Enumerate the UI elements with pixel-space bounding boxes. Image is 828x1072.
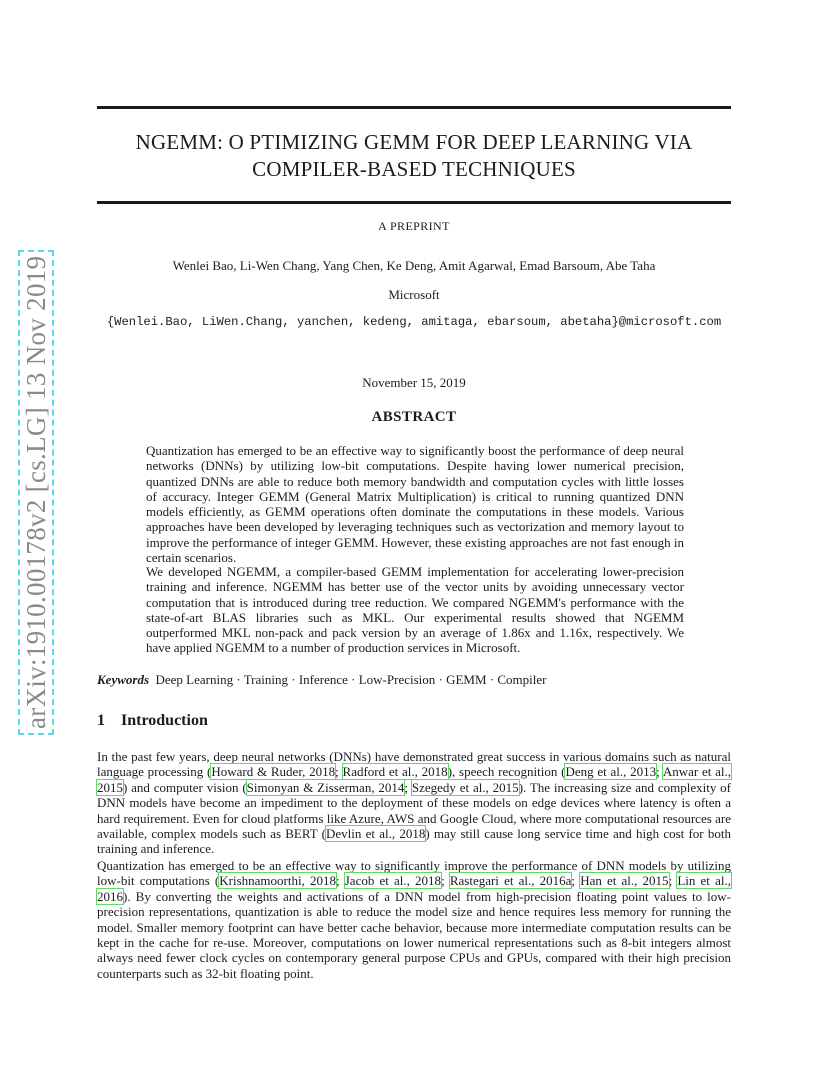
title-rule-bottom	[97, 201, 731, 204]
paper-title-line-2: COMPILER-BASED TECHNIQUES	[252, 157, 576, 181]
citation-link[interactable]: Han et al., 2015	[580, 873, 669, 889]
text-run: ). The increasing size and complexity of DNN models have become an impediment to the deployment of these models on edge devices where latency is often a hard requirement. Even for cloud platforms like Azure, AWS and Google Cloud, where more computational resources are available, complex models such as BERT (	[97, 779, 731, 842]
affiliation: Microsoft	[388, 287, 440, 302]
citation-link[interactable]: Lin et al., 2016	[97, 873, 731, 904]
citation-link[interactable]: Radford et al., 2018	[342, 764, 448, 780]
text-run: ;	[571, 873, 581, 889]
text-run: ). By converting the weights and activations of a DNN model from high-precision floating point values to low-precision representations, quantization is able to reduce the model size and hence requires less memory for running the model. Smaller memory footprint can have better cache behavior, because more intermediate computation results can be kept in the cache for re-use. Moreover, computations on lower numerical representations such as 8-bit integers almost always need fewer clock cycles on contemporary general purpose CPUs and GPUs, compared with their high precision counterparts such as 32-bit floating point.	[97, 888, 731, 981]
preprint-label: A PREPRINT	[378, 219, 450, 233]
text-run: ;	[335, 873, 345, 889]
author-list: Wenlei Bao, Li-Wen Chang, Yang Chen, Ke Deng, Amit Agarwal, Emad Barsoum, Abe Taha	[172, 258, 656, 273]
text-run: ;	[656, 764, 663, 780]
abstract-paragraph-1: Quantization has emerged to be an effective way to significantly boost the performance of deep neural networks (DNNs) by utilizing low-bit computations. Despite having lower numerical precision, quantized DNNs are able to reduce both memory bandwidth and computation cycles with little losses of accuracy. Integer GEMM (General Matrix Multiplication) is critical to running quantized DNN models efficiently, as GEMM operations often dominate the computations in these models. Various approaches have been developed by leveraging techniques such as vectorization and memory layout to improve the performance of integer GEMM. However, these existing approaches are not fast enough in certain scenarios.	[146, 443, 684, 566]
arxiv-stamp[interactable]: arXiv:1910.00178v2 [cs.LG] 13 Nov 2019	[18, 250, 54, 735]
text-run: ;	[441, 873, 450, 889]
text-run: ), speech recognition (	[447, 764, 566, 780]
text-run: ) may still cause long service time and high cost for both training and inference.	[97, 826, 731, 857]
section-heading-introduction	[97, 712, 208, 730]
text-run: ;	[668, 873, 678, 889]
abstract-paragraph-2: We developed NGEMM, a compiler-based GEMM implementation for accelerating lower-precision training and inference. NGEMM has better use of the vector units by avoiding unnecessary vector computation that is introduced during tree reduction. We compared NGEMM's performance with the state-of-art BLAS libraries such as MKL. Our experimental results showed that NGEMM outperformed MKL non-pack and pack version by an average of 1.86x and 1.16x, respectively. We have applied NGEMM to a number of production services in Microsoft.	[146, 564, 684, 656]
citation-link[interactable]: Anwar et al., 2015	[97, 764, 731, 795]
text-run: ;	[335, 764, 343, 780]
citation-link[interactable]: Krishnamoorthi, 2018	[219, 873, 336, 889]
citation-link[interactable]: Rastegari et al., 2016a	[449, 873, 572, 889]
text-run: ) and computer vision (	[123, 779, 247, 795]
citation-link[interactable]: Szegedy et al., 2015	[411, 779, 519, 795]
intro-paragraph-2	[97, 858, 731, 981]
citation-link[interactable]: Jacob et al., 2018	[344, 873, 442, 889]
keywords-line	[97, 672, 546, 688]
title-rule-top	[97, 106, 731, 109]
author-emails: {Wenlei.Bao, LiWen.Chang, yanchen, kedeng, amitaga, ebarsoum, abetaha}@microsoft.com	[106, 315, 722, 329]
keywords-label: Keywords	[97, 672, 149, 687]
citation-link[interactable]: Devlin et al., 2018	[326, 826, 426, 842]
keywords-text: Deep Learning · Training · Inference · Low-Precision · GEMM · Compiler	[155, 672, 547, 687]
section-number: 1	[97, 712, 105, 729]
section-title: Introduction	[121, 712, 208, 729]
text-run: Quantization has emerged to be an effective way to significantly improve the performance of DNN models by utilizing low-bit computations (	[97, 858, 731, 889]
citation-link[interactable]: Simonyan & Zisserman, 2014	[246, 779, 405, 795]
paper-date: November 15, 2019	[362, 375, 466, 390]
citation-link[interactable]: Howard & Ruder, 2018	[211, 764, 336, 780]
text-run: ;	[404, 779, 412, 795]
citation-link[interactable]: Deng et al., 2013	[565, 764, 657, 780]
paper-title-line-1: NGEMM: O PTIMIZING GEMM FOR DEEP LEARNING VIA	[135, 130, 693, 154]
abstract-heading: ABSTRACT	[371, 409, 457, 425]
intro-paragraph-1	[97, 749, 731, 857]
text-run: In the past few years, deep neural networks (DNNs) have demonstrated great success in various domains such as natural language processing (	[97, 749, 731, 780]
